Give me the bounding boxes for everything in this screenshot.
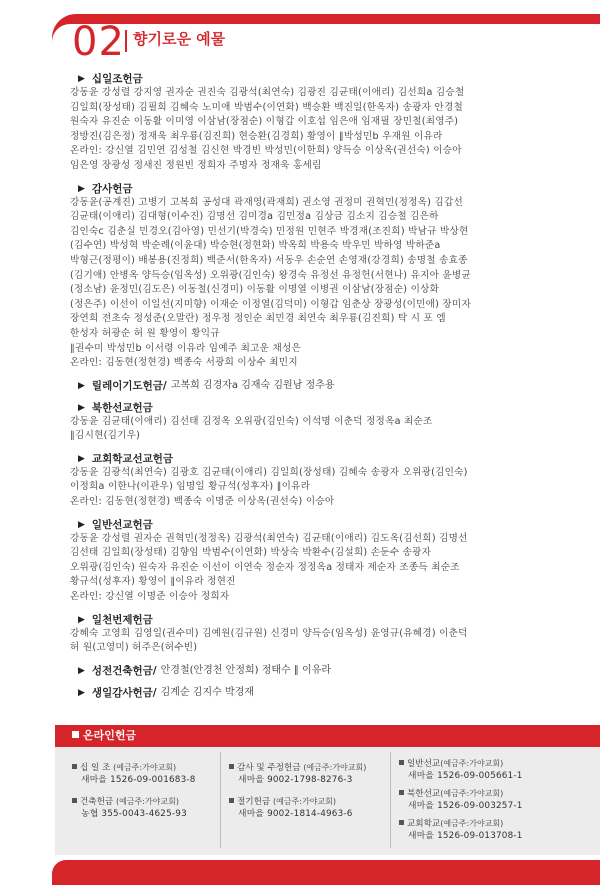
- square-bullet-icon: [399, 820, 404, 825]
- section-thanks: [70, 182, 590, 371]
- account-holder: (예금주:가야교회): [272, 797, 336, 806]
- account-column: [220, 752, 380, 848]
- account-entry: [399, 758, 590, 782]
- account-holder: (예금주:가야교회): [115, 797, 179, 806]
- section-inline-names: 김계순 김지수 박경재: [160, 686, 254, 698]
- header-divider: [125, 30, 127, 52]
- section-inline-names: 안경철(안경천 안정희) 정태수 ∥ 이유라: [160, 664, 332, 676]
- square-bullet-icon: [72, 764, 77, 769]
- section-relay-prayer: [70, 379, 590, 393]
- section-title: 십일조헌금: [91, 73, 143, 85]
- account-name: 일반선교: [407, 759, 441, 769]
- account-name: 감사 및 주정헌금: [237, 763, 301, 773]
- section-names: 강혜숙 고영희 김영일(권수미) 김예원(김규원) 신경미 양득승(임옥성) 윤영규(유혜경) 이춘덕 허 원(고영미) 허주은(허수빈): [70, 627, 468, 654]
- account-name: 십 일 조: [80, 763, 111, 773]
- section-names: 강동윤 김균태(이애리) 김선태 김정옥 오위광(김인숙) 이석명 이춘덕 정정옥a 최순조 ∥김시현(김기우): [70, 415, 433, 442]
- square-bullet-icon: [399, 790, 404, 795]
- section-thousand-offering: [70, 613, 590, 656]
- section-title: 교회학교선교헌금: [91, 452, 174, 465]
- section-names: 강동윤 강성렬 강지영 권자순 권진숙 김광석(최연숙) 김광진 김균태(이애리) 김선희a 김승철 김일희(장성태) 김필희 김혜숙 노미애 박범수(이연화) 백승환 백진일(한옥자) 송광자 안경철 원숙자 유진순 이동활 이미영 이삼남(장점순) 이형갑 이호섭 임은애 임재필 장민철(최영주) 정방진(김은정) 정재욱 최우룡(김진희) 현승환(김경희) 황영이 ∥박성민b 우재원 이유라 온라인: 강신열 김민연 김성철 김신현 박경빈 박성민(이한희) 양득승 이상옥(권선숙) 이승아 임은영 장광성 정새진 정원빈 정희자 주명자 정재욱 홍세림: [70, 87, 465, 171]
- page-number: 02: [72, 19, 125, 65]
- square-bullet-icon: [72, 731, 79, 738]
- account-number: 농협 355-0043-4625-93: [81, 809, 187, 819]
- account-number: 새마을 9002-1798-8276-3: [238, 775, 353, 785]
- section-building-fund: [70, 664, 590, 678]
- triangle-right-icon: ▶: [78, 74, 85, 84]
- section-names: 강동윤 강성렬 권자순 권혁민(정정옥) 김광석(최연숙) 김균태(이애리) 김도옥(김선희) 김명선 김선태 김일희(장성태) 김향임 박범수(이연화) 박상숙 박환수(김설희) 손둔수 송광자 오위광(김인숙) 원숙자 유진순 이선이 이연숙 정순자 정정옥a 정태자 제순자 조종득 최순조 황규석(성후자) 황영이 ∥이유라 정현진 온라인: 강신열 이명준 이승아 정희자: [70, 532, 468, 603]
- section-inline-names: 고복희 김경자a 김재숙 김원남 정추용: [170, 379, 335, 391]
- section-tithe: [70, 72, 590, 174]
- triangle-right-icon: ▶: [78, 687, 85, 698]
- square-bullet-icon: [72, 798, 77, 803]
- account-column: [390, 752, 590, 848]
- section-title: 감사헌금: [91, 182, 133, 195]
- section-title: 성전건축헌금/: [91, 664, 157, 677]
- footer-bar: [52, 860, 600, 885]
- account-entry: [399, 788, 590, 812]
- offering-list: [70, 72, 590, 708]
- account-name: 건축헌금: [80, 797, 114, 807]
- triangle-right-icon: ▶: [78, 183, 85, 194]
- triangle-right-icon: ▶: [78, 614, 85, 625]
- online-offering-header: [55, 725, 600, 747]
- section-title: 일반선교헌금: [91, 518, 153, 531]
- account-holder: (예금주:가야교회): [113, 763, 177, 772]
- account-name: 절기헌금: [237, 797, 271, 807]
- account-column: [72, 752, 212, 820]
- section-title: 일천번제헌금: [91, 613, 153, 626]
- account-holder: (예금주:가야교회): [440, 819, 504, 828]
- account-holder: (예금주:가야교회): [440, 789, 504, 798]
- account-number: 새마을 9002-1814-4963-6: [238, 809, 353, 819]
- triangle-right-icon: ▶: [78, 402, 85, 413]
- section-title: 북한선교헌금: [91, 401, 153, 414]
- square-bullet-icon: [229, 798, 234, 803]
- online-offering-title: 온라인헌금: [72, 727, 136, 745]
- account-entry: [399, 818, 590, 842]
- section-general-mission: [70, 518, 590, 605]
- account-entry: [229, 762, 380, 786]
- section-names: 강동윤 김광석(최연숙) 김광호 김균태(이애리) 김일희(장성태) 김혜숙 송광자 오위광(김인숙) 이정희a 이한나(이관우) 임명일 황규석(성후자) ∥이유라 온라인: 김동현(정현경) 백종숙 이명준 이상옥(권선숙) 이승아: [70, 466, 468, 508]
- account-name: 교회학교: [407, 819, 441, 829]
- account-number: 새마을 1526-09-005661-1: [408, 771, 523, 781]
- account-holder: (예금주:가야교회): [440, 759, 504, 768]
- section-title: 릴레이기도헌금/: [91, 379, 167, 392]
- section-north-korea-mission: [70, 401, 590, 444]
- triangle-right-icon: ▶: [78, 380, 85, 391]
- page-title: 향기로운 예물: [133, 30, 226, 48]
- section-names: 강동윤(공계진) 고병기 고복희 공성대 곽재영(곽재희) 권소영 권정미 권혁민(정정옥) 김갑선 김균태(이애리) 김대형(이수진) 김명선 김미경a 김민정a 김상금 김소지 김승철 김은하 김인숙c 김춘실 민경오(김아영) 민선기(박경숙) 민정원 민현주 박경재(조진희) 박남규 박상현 (김수연) 박성혁 박순례(이윤대) 박승현(정현화) 박옥희 박용숙 박우민 박하영 박하준a 박형근(정평이) 배봉용(진정희) 백준서(한옥자) 서동우 손순연 손영재(강경희) 송명철 송효종 (김기애) 안병옥 양득승(임옥성) 오위광(김인숙) 왕경숙 유정선 유정헌(서현나) 유지아 윤병균 (정소남) 윤정민(김도은) 이동철(신경미) 이동활 이명열 이병권 이삼남(장점순) 이상화 (정은주) 이선이 이일선(지미향) 이재순 이정열(김덕미) 이형갑 임춘상 장광성(이민애) 장미자 장연희 전초숙 정성준(오말란) 정우정 정인순 최민경 최연숙 최우룡(김진희) 탁 시 포 엠 한성자 허광순 허 원 황영이 황익규 ∥권수미 박성민b 이서령 이유라 임예주 최고운 채성은 온라인: 김동현(정현경) 백종숙 서광희 이상수 최민지: [70, 196, 471, 369]
- account-number: 새마을 1526-09-001683-8: [81, 775, 196, 785]
- account-number: 새마을 1526-09-003257-1: [408, 801, 523, 811]
- triangle-right-icon: ▶: [78, 453, 85, 464]
- account-entry: [72, 762, 212, 786]
- section-church-school-mission: [70, 452, 590, 510]
- account-entry: [229, 796, 380, 820]
- square-bullet-icon: [229, 764, 234, 769]
- account-name: 북한선교: [407, 789, 441, 799]
- section-birthday-thanks: [70, 686, 590, 700]
- section-title: 생일감사헌금/: [91, 686, 157, 699]
- square-bullet-icon: [399, 760, 404, 765]
- triangle-right-icon: ▶: [78, 665, 85, 676]
- account-holder: (예금주:가야교회): [303, 763, 367, 772]
- triangle-right-icon: ▶: [78, 519, 85, 530]
- account-number: 새마을 1526-09-013708-1: [408, 831, 523, 841]
- account-entry: [72, 796, 212, 820]
